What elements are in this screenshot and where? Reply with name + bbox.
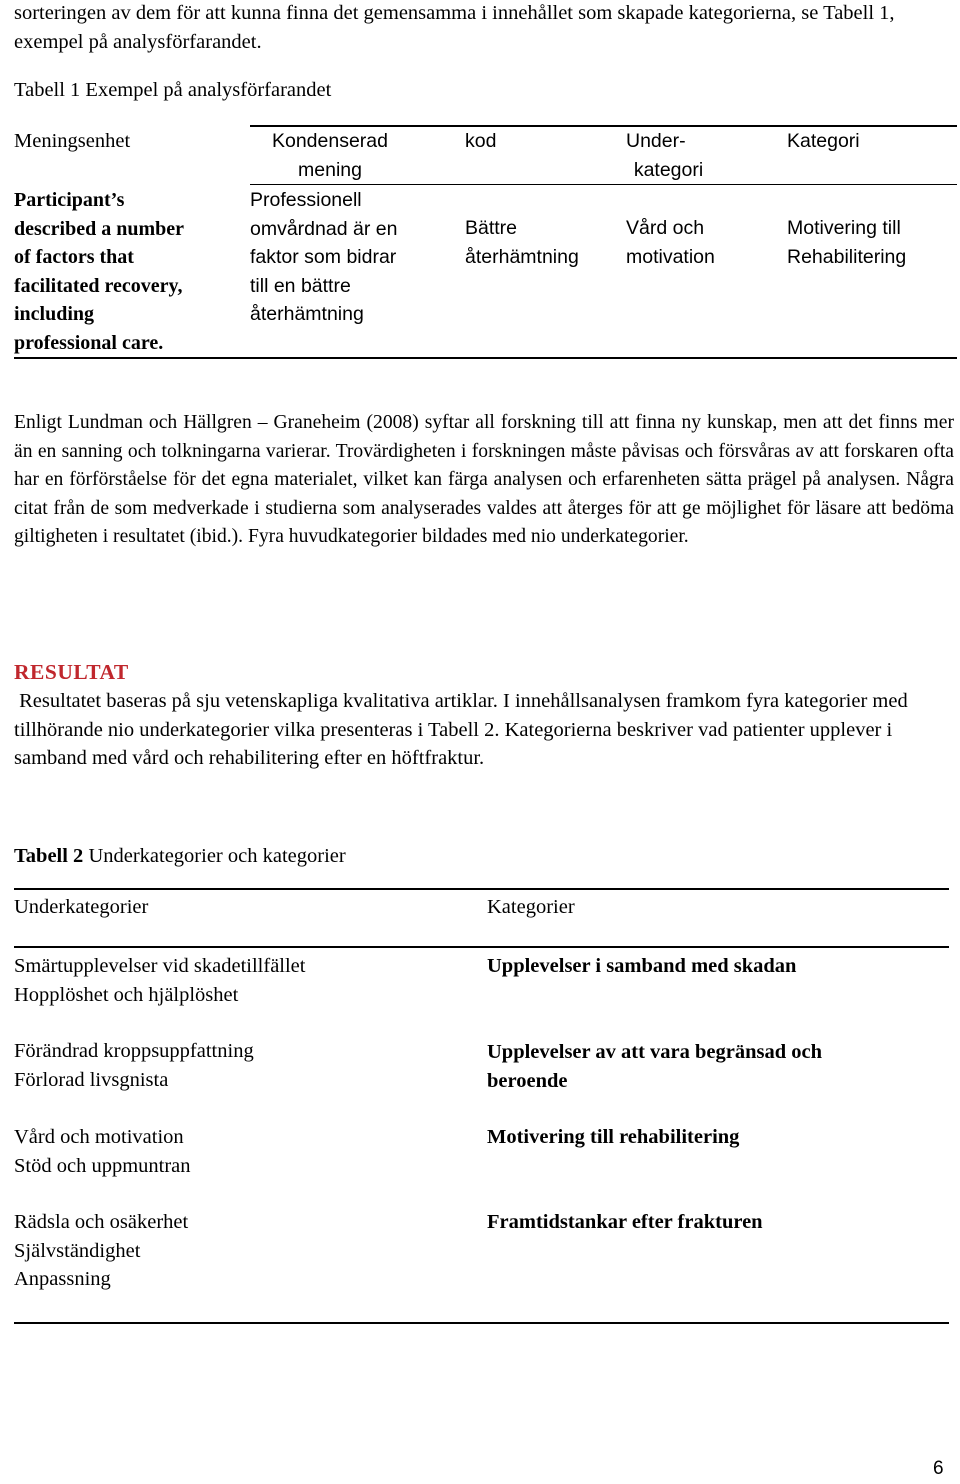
t2-kategori-item: Upplevelser i samband med skadan	[487, 955, 797, 977]
t1-kategori-line: Motivering till	[787, 217, 901, 239]
t2-row-kategori	[487, 1038, 822, 1095]
t2-kategori-item: beroende	[487, 1069, 568, 1092]
table1-header-rule	[250, 184, 957, 185]
table2-header-rule	[14, 946, 949, 948]
t1-header-kod: kod	[465, 130, 497, 152]
table2-caption	[14, 842, 346, 871]
t1-kondenserad-line: till en bättre	[250, 274, 351, 297]
table2-caption-text: Underkategorier och kategorier	[83, 845, 346, 867]
t2-under-item: Självständighet	[14, 1239, 141, 1262]
t2-header-underkategorier: Underkategorier	[14, 896, 149, 918]
t2-under-item: Stöd och uppmuntran	[14, 1154, 191, 1177]
t2-under-item: Rädsla och osäkerhet	[14, 1211, 189, 1233]
resultat-text: Resultatet baseras på sju vetenskapliga kvalitativa artiklar. I innehållsanalysen framkom fyra kategorier med tillhörande nio underkategorier vilka presenteras i Tabell 2. Kategorierna beskriver vad patienter upplever i samband med vård och rehabilitering efter en höftfraktur.	[14, 690, 908, 770]
t1-meningsenhet-line: professional care.	[14, 331, 164, 354]
method-paragraph: Enligt Lundman och Hällgren – Graneheim (2008) syftar all forskning till att finna ny kunskap, men att det finns mer än en sanning och tolkningarna varierar. Trovärdigheten i forskningen måste påvisas och försvåras av att forskaren ofta har en förförståelse för det egna materialet, vilket kan färga analysen och erfarenheten sätta prägel på analysen. Några citat från de som medverkade i studierna som analyserades valdes att återges för att ge möjlighet för läsare att bedöma giltigheten i resultatet (ibid.). Fyra huvudkategorier bildades med nio underkategorier.	[14, 412, 954, 548]
t1-header-kondenserad-line2: mening	[298, 158, 362, 181]
t2-kategori-item: Upplevelser av att vara begränsad och	[487, 1041, 823, 1063]
t1-meningsenhet-line: including	[14, 303, 95, 326]
resultat-heading: RESULTAT	[14, 660, 129, 684]
t1-header-under-line2: kategori	[633, 158, 704, 181]
t1-header-underkategori	[626, 127, 711, 184]
t2-header-kategorier: Kategorier	[487, 896, 575, 918]
page-number: 6	[933, 1458, 944, 1479]
intro-paragraph: sorteringen av dem för att kunna finna det gemensamma i innehållet som skapade kategorierna, se Tabell 1, exempel på analysförfarandet.	[14, 2, 895, 53]
t1-meningsenhet-line: of factors that	[14, 246, 134, 269]
t2-row-kategori	[487, 1123, 739, 1152]
t1-underkategori-line: Vård och	[626, 217, 705, 239]
t1-meningsenhet-line: facilitated recovery,	[14, 274, 183, 297]
t2-under-item: Förlorad livsgnista	[14, 1068, 169, 1091]
resultat-paragraph	[14, 687, 949, 773]
t2-row-under	[14, 1123, 191, 1180]
t1-header-kondenserad-line1: Kondenserad	[271, 130, 388, 152]
t1-header-under-line1: Under-	[626, 130, 686, 152]
t2-kategori-item: Framtidstankar efter frakturen	[487, 1211, 763, 1233]
t2-row-kategori	[487, 952, 796, 981]
t1-kondenserad-line: Professionell	[250, 189, 362, 211]
t1-cell-underkategori	[626, 214, 715, 271]
t1-kod-line: återhämtning	[465, 245, 579, 268]
t2-row-under	[14, 952, 305, 1009]
t1-kategori-line: Rehabilitering	[787, 245, 907, 268]
t2-under-item: Smärtupplevelser vid skadetillfället	[14, 955, 306, 977]
t1-meningsenhet-line: Participant’s	[14, 189, 125, 211]
t1-header-meningsenhet: Meningsenhet	[14, 130, 131, 152]
t1-kod-line: Bättre	[465, 217, 518, 239]
table2-bottom-rule	[14, 1322, 949, 1324]
t1-kondenserad-line: återhämtning	[250, 303, 364, 326]
t2-row-kategori	[487, 1208, 763, 1237]
t1-meningsenhet-line: described a number	[14, 217, 184, 240]
t1-cell-kategori	[787, 214, 906, 271]
t1-header-kategori: Kategori	[787, 130, 860, 152]
t2-kategori-item: Motivering till rehabilitering	[487, 1126, 740, 1148]
t1-underkategori-line: motivation	[626, 245, 715, 268]
table1-caption: Tabell 1 Exempel på analysförfarandet	[14, 79, 332, 101]
t1-kondenserad-line: omvårdnad är en	[250, 217, 398, 240]
t1-header-kondenserad	[250, 127, 410, 184]
t1-cell-meningsenhet	[14, 186, 184, 358]
table2-top-rule	[14, 888, 949, 890]
t1-kondenserad-line: faktor som bidrar	[250, 246, 397, 269]
table1-bottom-rule	[14, 357, 957, 359]
t2-row-under	[14, 1208, 188, 1294]
t1-cell-kod	[465, 214, 579, 271]
t2-under-item: Anpassning	[14, 1268, 111, 1291]
t2-under-item: Förändrad kroppsuppfattning	[14, 1040, 254, 1062]
t2-row-under	[14, 1037, 254, 1094]
t1-cell-kondenserad	[250, 186, 397, 329]
table2-caption-label: Tabell 2	[14, 845, 84, 867]
t2-under-item: Vård och motivation	[14, 1126, 184, 1148]
t2-under-item: Hopplöshet och hjälplöshet	[14, 983, 239, 1006]
